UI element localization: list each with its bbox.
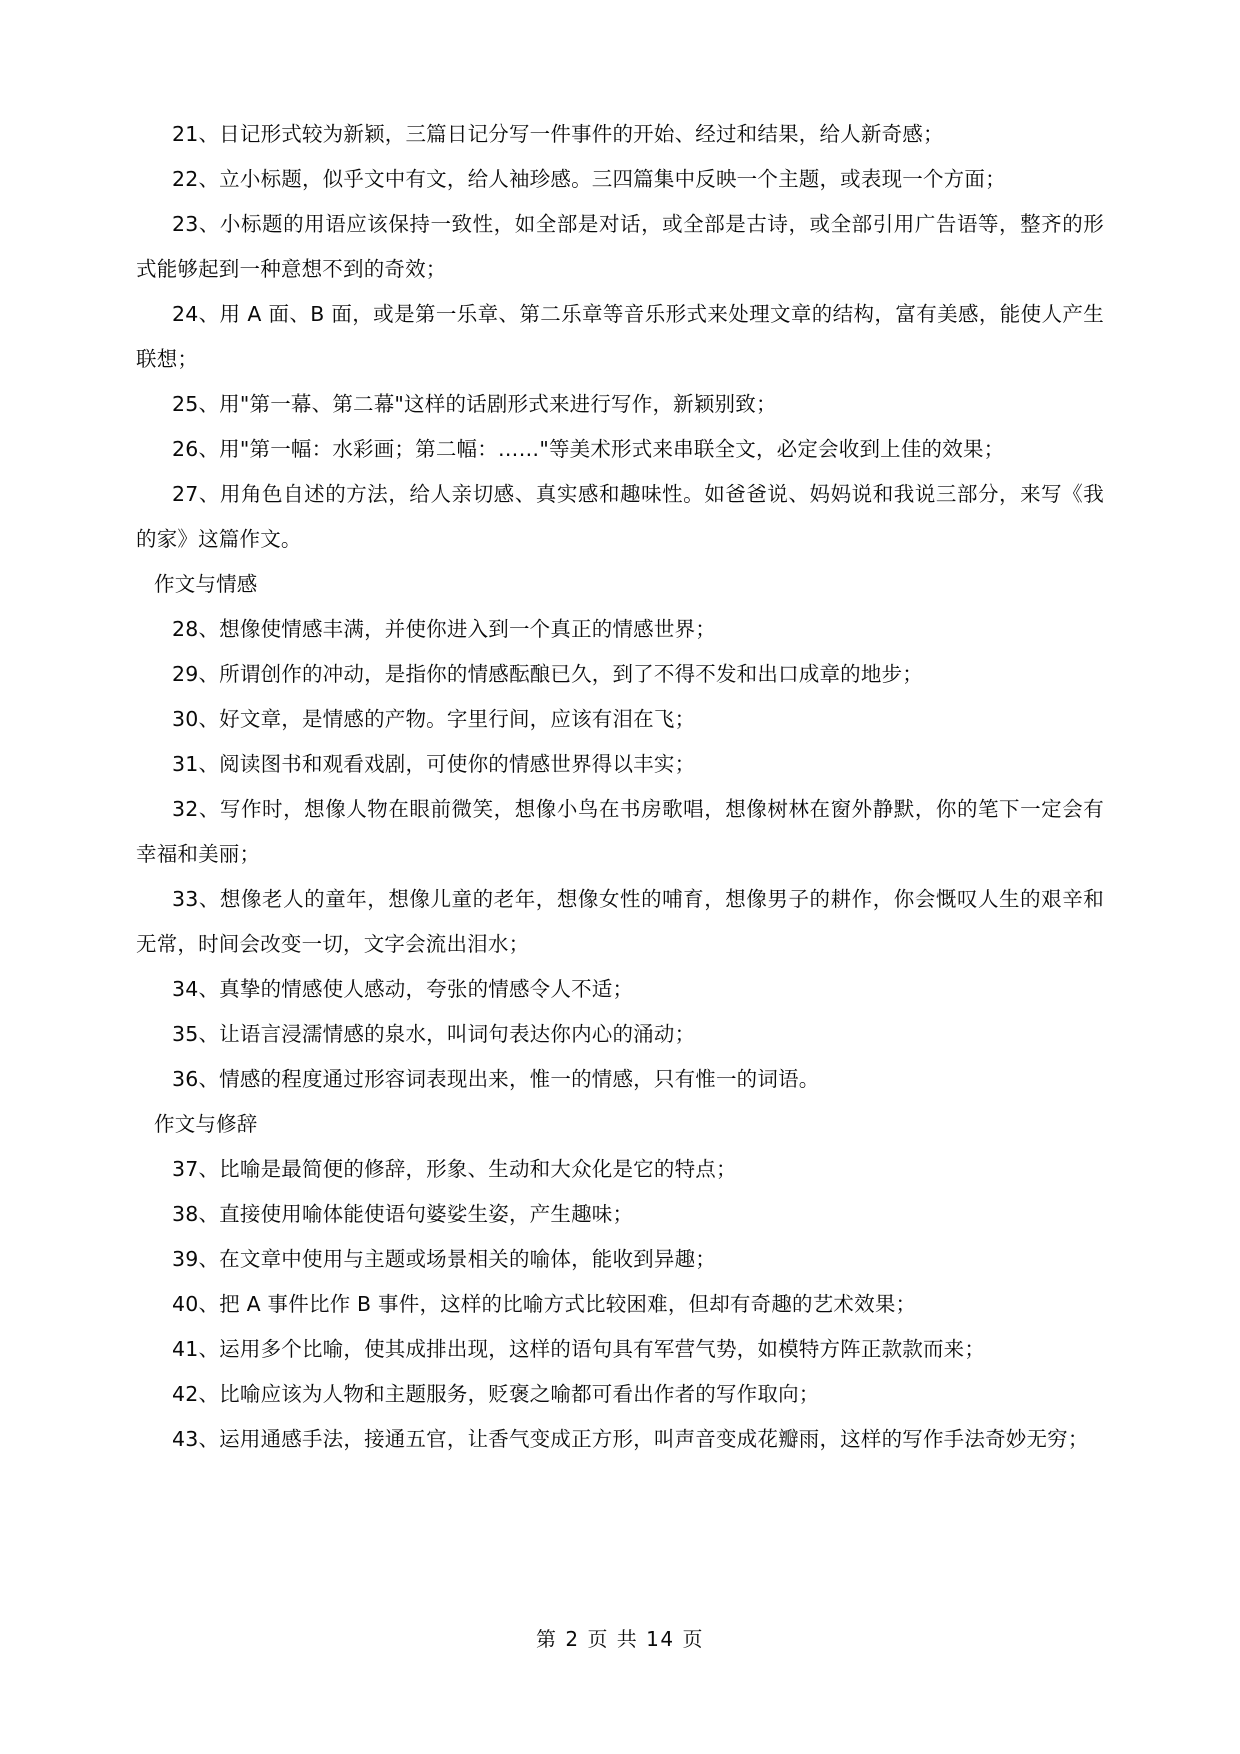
paragraph-item-28: 28、想像使情感丰满，并使你进入到一个真正的情感世界；	[172, 617, 716, 641]
section-heading-emotion: 作文与情感	[154, 572, 258, 596]
page-footer: 第 2 页 共 14 页	[536, 1627, 704, 1651]
paragraph-item-41: 41、运用多个比喻，使其成排出现，这样的语句具有军营气势，如模特方阵正款款而来；	[172, 1337, 986, 1361]
paragraph-item-33: 33、想像老人的童年，想像儿童的老年，想像女性的哺育，想像男子的耕作，你会慨叹人生的艰辛和无常，时间会改变一切，文字会流出泪水；	[136, 887, 1104, 956]
paragraph-item-21: 21、日记形式较为新颖，三篇日记分写一件事件的开始、经过和结果，给人新奇感；	[172, 122, 944, 146]
paragraph-item-24: 24、用 A 面、B 面，或是第一乐章、第二乐章等音乐形式来处理文章的结构，富有美感，能使人产生联想；	[136, 302, 1104, 371]
paragraph-item-32: 32、写作时，想像人物在眼前微笑，想像小鸟在书房歌唱，想像树林在窗外静默，你的笔下一定会有幸福和美丽；	[136, 797, 1104, 866]
paragraph-item-37: 37、比喻是最简便的修辞，形象、生动和大众化是它的特点；	[172, 1157, 737, 1181]
document-body	[136, 112, 1104, 1462]
paragraph-item-25: 25、用"第一幕、第二幕"这样的话剧形式来进行写作，新颖别致；	[172, 392, 777, 416]
paragraph-item-39: 39、在文章中使用与主题或场景相关的喻体，能收到异趣；	[172, 1247, 716, 1271]
paragraph-item-26: 26、用"第一幅：水彩画；第二幅：……"等美术形式来串联全文，必定会收到上佳的效果；	[172, 437, 1005, 461]
paragraph-item-22: 22、立小标题，似乎文中有文，给人袖珍感。三四篇集中反映一个主题，或表现一个方面；	[172, 167, 1006, 191]
paragraph-item-29: 29、所谓创作的冲动，是指你的情感酝酿已久，到了不得不发和出口成章的地步；	[172, 662, 923, 686]
paragraph-item-35: 35、让语言浸濡情感的泉水，叫词句表达你内心的涌动；	[172, 1022, 696, 1046]
paragraph-item-30: 30、好文章，是情感的产物。字里行间，应该有泪在飞；	[172, 707, 696, 731]
paragraph-item-36: 36、情感的程度通过形容词表现出来，惟一的情感，只有惟一的词语。	[172, 1067, 820, 1091]
paragraph-item-40: 40、把 A 事件比作 B 事件，这样的比喻方式比较困难，但却有奇趣的艺术效果；	[172, 1292, 917, 1316]
section-heading-rhetoric: 作文与修辞	[154, 1112, 258, 1136]
paragraph-item-31: 31、阅读图书和观看戏剧，可使你的情感世界得以丰实；	[172, 752, 696, 776]
paragraph-item-27: 27、用角色自述的方法，给人亲切感、真实感和趣味性。如爸爸说、妈妈说和我说三部分，来写《我的家》这篇作文。	[136, 482, 1104, 551]
paragraph-item-43: 43、运用通感手法，接通五官，让香气变成正方形，叫声音变成花瓣雨，这样的写作手法奇妙无穷；	[172, 1427, 1089, 1451]
paragraph-item-38: 38、直接使用喻体能使语句婆娑生姿，产生趣味；	[172, 1202, 634, 1226]
paragraph-item-23: 23、小标题的用语应该保持一致性，如全部是对话，或全部是古诗，或全部引用广告语等，整齐的形式能够起到一种意想不到的奇效；	[136, 212, 1104, 281]
paragraph-item-34: 34、真挚的情感使人感动，夸张的情感令人不适；	[172, 977, 634, 1001]
paragraph-item-42: 42、比喻应该为人物和主题服务，贬褒之喻都可看出作者的写作取向；	[172, 1382, 820, 1406]
